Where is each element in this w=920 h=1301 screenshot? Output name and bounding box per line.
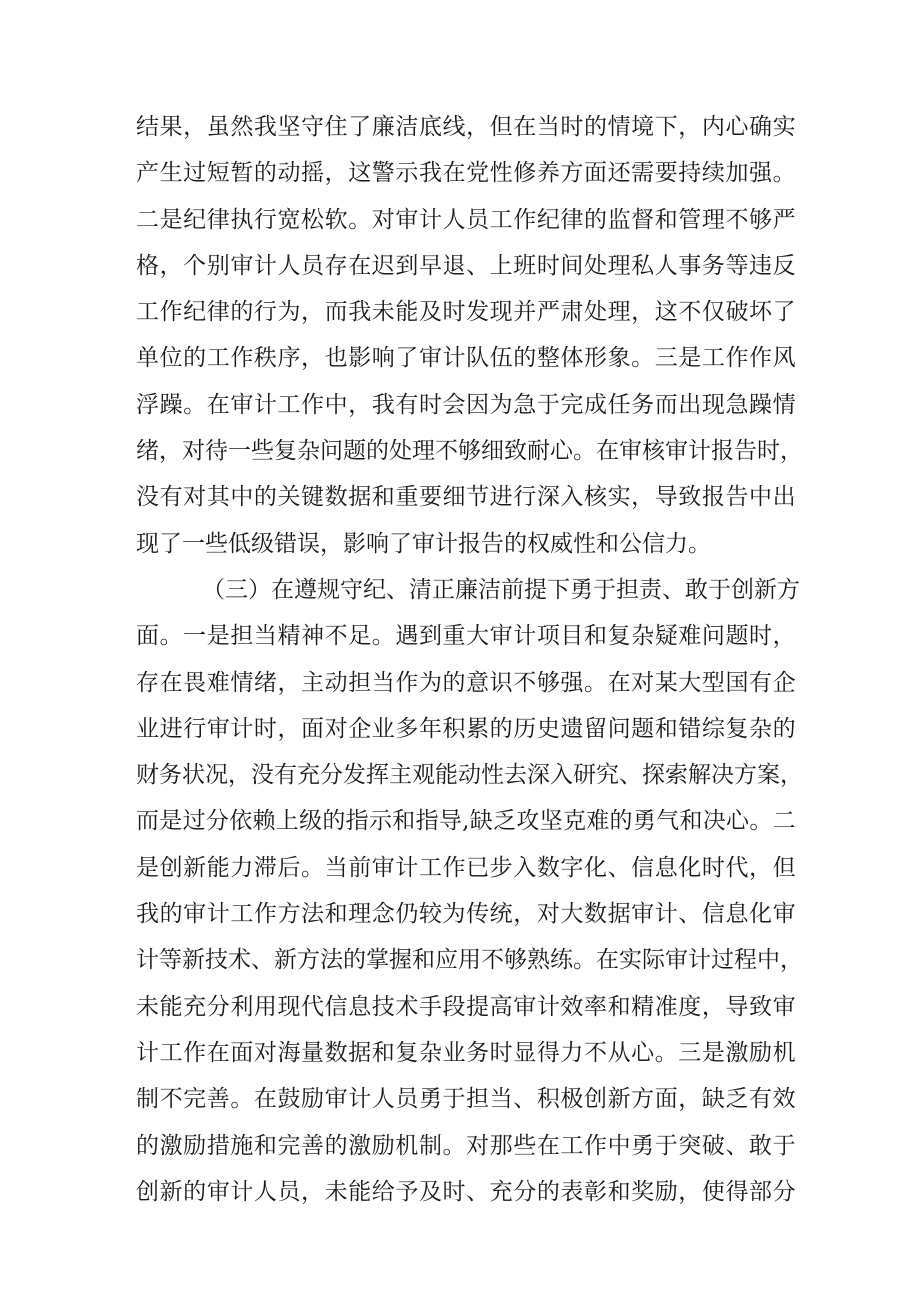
text-line: 而 是 过 分 依 赖 上 级 的 指 示 和 指 导 , 缺 乏 攻 坚 克 难 的 勇 气 和 决 心 。 二 [136,808,796,835]
text-line: 现了一些低级错误，影响了审计报告的权威性和公信力。 [136,530,711,557]
text-line: 单 位 的 工 作 秩 序 ， 也 影 响 了 审 计 队 伍 的 整 体 形 象 。 三 是 工 作 作 风 [136,345,796,372]
text-line: 结 果 ， 虽 然 我 坚 守 住 了 廉 洁 底 线 ， 但 在 当 时 的 情 境 下 ， 内 心 确 实 [136,114,796,140]
body-text [136,104,803,1215]
text-line: 业 进 行 审 计 时 ， 面 对 企 业 多 年 积 累 的 历 史 遗 留 问 题 和 错 综 复 杂 的 [136,715,796,742]
text-line: 我 的 审 计 工 作 方 法 和 理 念 仍 较 为 传 统 ， 对 大 数 据 审 计 、 信 息 化 审 [136,901,796,928]
text-line: 绪 ， 对 待 一 些 复 杂 问 题 的 处 理 不 够 细 致 耐 心 。 在 审 核 审 计 报 告 时 ， [136,438,803,465]
text-line: 计 等 新 技 术 、 新 方 法 的 掌 握 和 应 用 不 够 熟 练 。 在 实 际 审 计 过 程 中 ， [136,947,803,974]
text-line: 浮 躁 。 在 审 计 工 作 中 ， 我 有 时 会 因 为 急 于 完 成 任 务 而 出 现 急 躁 情 [136,391,796,418]
text-line: 没 有 对 其 中 的 关 键 数 据 和 重 要 细 节 进 行 深 入 核 实 ， 导 致 报 告 中 出 [136,484,796,511]
text-line: 二 是 纪 律 执 行 宽 松 软 。 对 审 计 人 员 工 作 纪 律 的 监 督 和 管 理 不 够 严 [136,206,796,233]
text-line: 创 新 的 审 计 人 员 ， 未 能 给 予 及 时 、 充 分 的 表 彰 和 奖 励 ， 使 得 部 分 [136,1178,796,1205]
text-line: 存 在 畏 难 情 绪 ， 主 动 担 当 作 为 的 意 识 不 够 强 。 在 对 某 大 型 国 有 企 [136,669,796,696]
text-line: 产 生 过 短 暂 的 动 摇 ， 这 警 示 我 在 党 性 修 养 方 面 还 需 要 持 续 加 强 。 [136,160,796,187]
text-line: 制 不 完 善 。 在 鼓 励 审 计 人 员 勇 于 担 当 、 积 极 创 新 方 面 ， 缺 乏 有 效 [136,1086,796,1113]
text-line: 的 激 励 措 施 和 完 善 的 激 励 机 制 。 对 那 些 在 工 作 中 勇 于 突 破 、 敢 于 [136,1132,796,1159]
text-line: 工 作 纪 律 的 行 为 ， 而 我 未 能 及 时 发 现 并 严 肃 处 理 ， 这 不 仅 破 坏 了 [136,299,796,326]
text-line: 计 工 作 在 面 对 海 量 数 据 和 复 杂 业 务 时 显 得 力 不 从 心 。 三 是 激 励 机 [136,1039,796,1066]
text-line: 财 务 状 况 ， 没 有 充 分 发 挥 主 观 能 动 性 去 深 入 研 究 、 探 索 解 决 方 案 ， [136,762,803,789]
section-heading-line: （ 三 ） 在 遵 规 守 纪 、 清 正 廉 洁 前 提 下 勇 于 担 责 、 敢 于 创 新 方 [202,576,800,603]
text-line: 格 ， 个 别 审 计 人 员 存 在 迟 到 早 退 、 上 班 时 间 处 理 私 人 事 务 等 违 反 [136,252,796,279]
text-line: 是 创 新 能 力 滞 后 。 当 前 审 计 工 作 已 步 入 数 字 化 、 信 息 化 时 代 ， 但 [136,854,796,881]
text-line: 未 能 充 分 利 用 现 代 信 息 技 术 手 段 提 高 审 计 效 率 和 精 准 度 ， 导 致 审 [136,993,796,1020]
text-line: 面 。 一 是 担 当 精 神 不 足 。 遇 到 重 大 审 计 项 目 和 复 杂 疑 难 问 题 时 ， [136,623,796,650]
